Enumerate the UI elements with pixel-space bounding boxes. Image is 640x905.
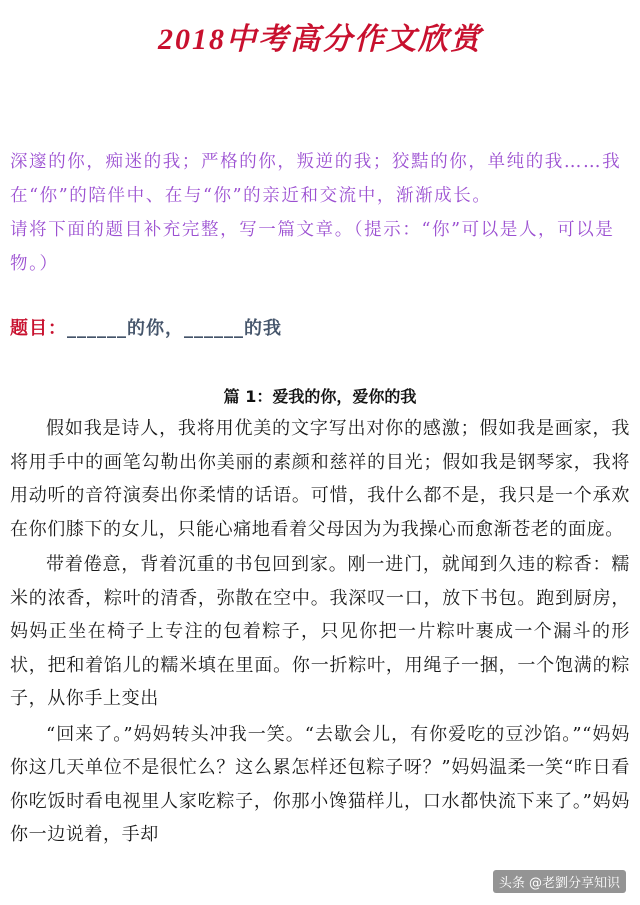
topic-text: ______的你，______的我 [67, 318, 282, 339]
essay-paragraph: 带着倦意，背着沉重的书包回到家。刚一进门，就闻到久违的粽香：糯米的浓香，粽叶的清香，弥散在空中。我深叹一口，放下书包。跑到厨房，妈妈正坐在椅子上专注的包着粽子，只见你把一片粽叶裹成一个漏斗的形状，把和着馅儿的糯米填在里面。你一折粽叶，用绳子一捆，一个饱满的粽子，从你手上变出 [10, 554, 630, 709]
topic-line [10, 314, 282, 340]
prompt-paragraph-1: 深邃的你，痴迷的我；严格的你，叛逆的我；狡黠的你，单纯的我……我在“你”的陪伴中、在与“你”的亲近和交流中，渐渐成长。 [10, 152, 622, 206]
essay-paragraph: “回来了。”妈妈转头冲我一笑。“去歇会儿，有你爱吃的豆沙馅。”“妈妈你这几天单位不是很忙么？这么累怎样还包粽子呀？”妈妈温柔一笑“昨日看你吃饭时看电视里人家吃粽子，你那小馋猫样儿，口水都快流下来了。”妈妈你一边说着，手却 [10, 723, 630, 845]
essay-paragraph: 假如我是诗人，我将用优美的文字写出对你的感激；假如我是画家，我将用手中的画笔勾勒出你美丽的素颜和慈祥的目光；假如我是钢琴家，我将用动听的音符演奏出你柔情的话语。可惜，我什么都不是，我只是一个承欢在你们膝下的女儿，只能心痛地看着父母因为为我操心而愈渐苍老的面庞。 [10, 418, 630, 540]
writing-prompt [10, 145, 632, 281]
watermark: 头条 @老劉分享知识 [493, 870, 626, 893]
topic-label: 题目： [10, 318, 67, 339]
prompt-paragraph-2: 请将下面的题目补充完整，写一篇文章。（提示：“你”可以是人，可以是物。） [10, 220, 615, 274]
essay-body [10, 412, 630, 854]
page-title: 2018中考高分作文欣赏 [158, 23, 482, 56]
essay-title: 篇 1：爱我的你，爱你的我 [223, 387, 417, 406]
